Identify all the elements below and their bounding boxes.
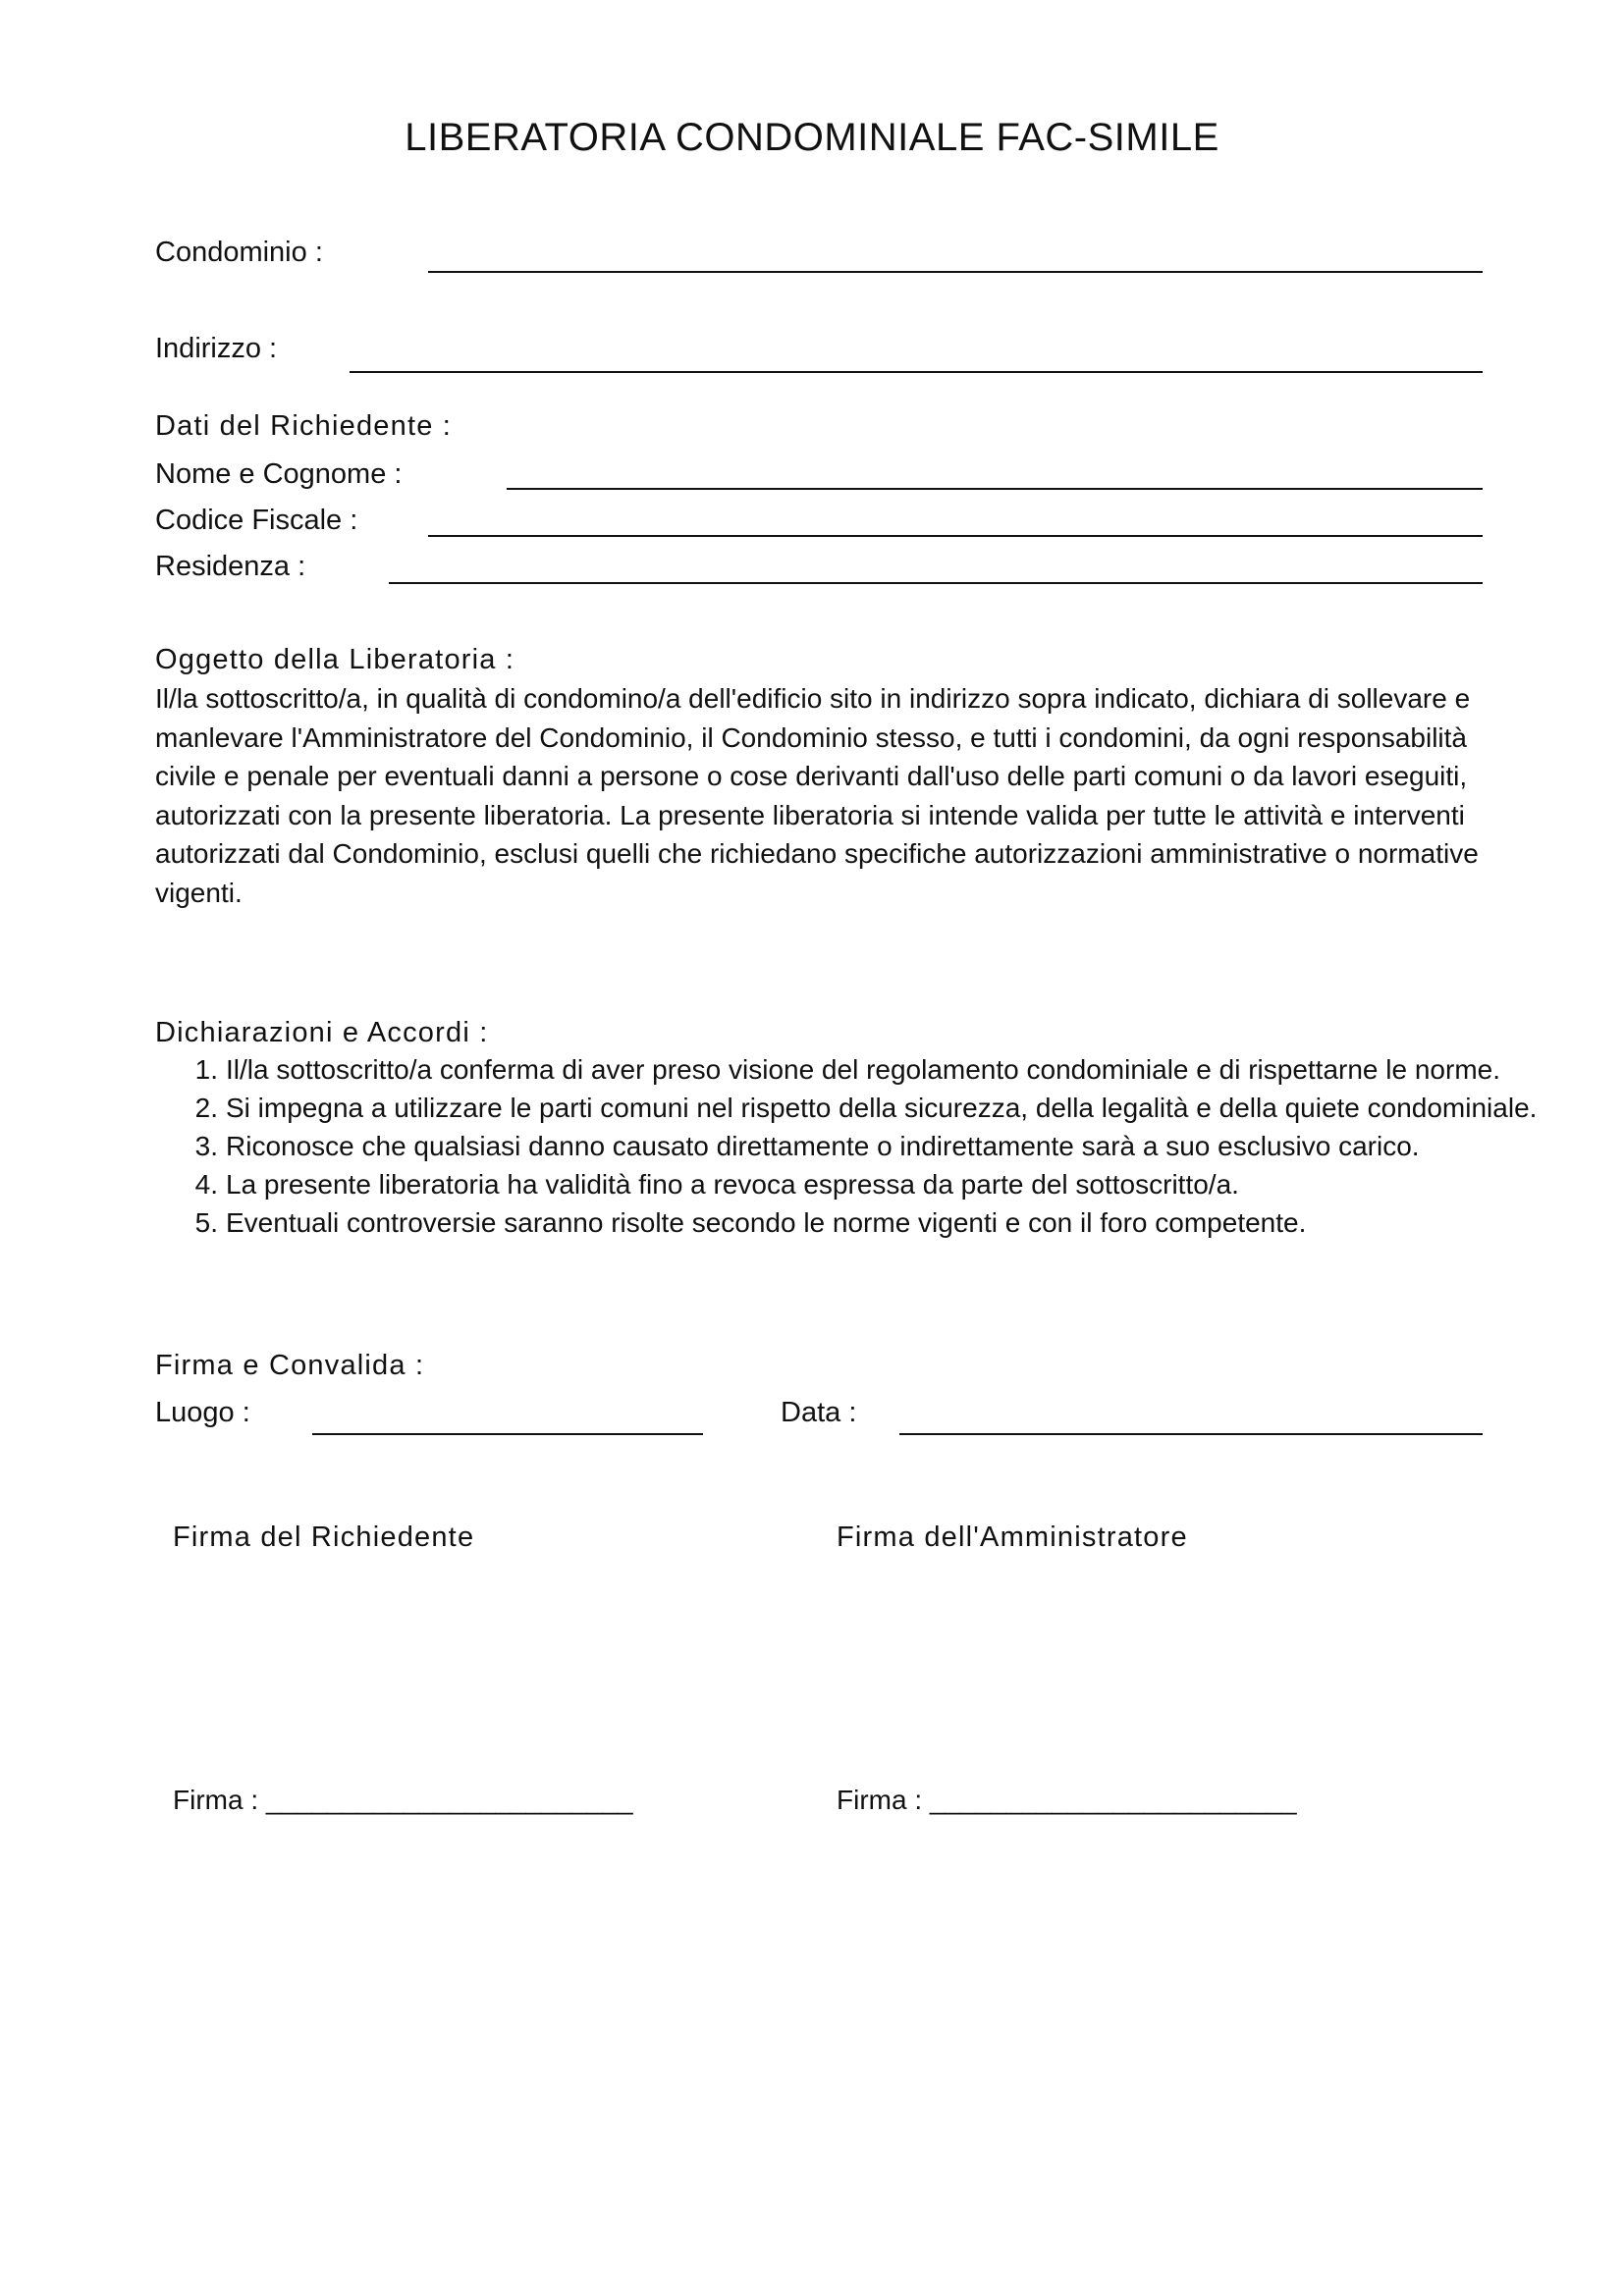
data-label: Data : — [781, 1397, 857, 1428]
indirizzo-field-line[interactable] — [350, 371, 1483, 373]
firma-convalida-heading: Firma e Convalida : — [155, 1350, 425, 1381]
list-item — [155, 1165, 1569, 1203]
dichiarazioni-list — [155, 1050, 1569, 1242]
firma-richiedente-field[interactable]: Firma : ________________________ — [173, 1785, 633, 1815]
dati-richiedente-heading: Dati del Richiedente : — [155, 410, 453, 442]
list-item-text: Eventuali controversie saranno risolte secondo le norme vigenti e con il foro competente. — [226, 1207, 1307, 1238]
firma-amministratore-heading: Firma dell'Amministratore — [837, 1522, 1188, 1553]
list-item-text: Il/la sottoscritto/a conferma di aver preso visione del regolamento condominiale e di rispettarne le norme. — [226, 1054, 1500, 1085]
list-item-text: Riconosce che qualsiasi danno causato direttamente o indirettamente sarà a suo esclusivo carico. — [226, 1131, 1420, 1161]
list-item-text: Si impegna a utilizzare le parti comuni nel rispetto della sicurezza, della legalità e della quiete condominiale. — [226, 1093, 1538, 1123]
nome-cognome-label: Nome e Cognome : — [155, 458, 403, 490]
data-field-line[interactable] — [899, 1433, 1483, 1435]
document-title: LIBERATORIA CONDOMINIALE FAC-SIMILE — [405, 116, 1219, 159]
nome-cognome-field-line[interactable] — [507, 488, 1483, 490]
condominio-field-line[interactable] — [428, 271, 1483, 273]
list-item — [155, 1127, 1569, 1165]
list-item-number: 5. — [194, 1207, 218, 1238]
indirizzo-label: Indirizzo : — [155, 333, 278, 364]
list-item-number: 2. — [194, 1093, 218, 1123]
dichiarazioni-heading: Dichiarazioni e Accordi : — [155, 1017, 489, 1048]
codice-fiscale-field-line[interactable] — [428, 535, 1483, 537]
list-item — [155, 1089, 1569, 1127]
codice-fiscale-label: Codice Fiscale : — [155, 505, 358, 536]
firma-richiedente-heading: Firma del Richiedente — [173, 1522, 475, 1553]
oggetto-heading: Oggetto della Liberatoria : — [155, 644, 515, 675]
residenza-label: Residenza : — [155, 551, 306, 582]
list-item-number: 3. — [194, 1131, 218, 1161]
luogo-label: Luogo : — [155, 1397, 250, 1428]
firma-amministratore-field[interactable]: Firma : ________________________ — [837, 1785, 1297, 1815]
oggetto-paragraph: Il/la sottoscritto/a, in qualità di condomino/a dell'edificio sito in indirizzo sopra indicato, dichiara di sollevare e manlevare l'Amministratore del Condominio, il Condominio stesso, e tutti i condomini, da ogni responsabilità civile e penale per eventuali danni a persone o cose derivanti dall'uso delle parti comuni o da lavori eseguiti, autorizzati con la presente liberatoria. La presente liberatoria si intende valida per tutte le attività e interventi autorizzati dal Condominio, esclusi quelli che richiedano specifiche autorizzazioni amministrative o normative vigenti. — [155, 683, 1479, 908]
list-item — [155, 1203, 1569, 1242]
residenza-field-line[interactable] — [389, 582, 1483, 584]
list-item-number: 4. — [194, 1169, 218, 1200]
list-item — [155, 1050, 1569, 1089]
luogo-field-line[interactable] — [312, 1433, 703, 1435]
condominio-label: Condominio : — [155, 237, 323, 268]
list-item-number: 1. — [194, 1054, 218, 1085]
list-item-text: La presente liberatoria ha validità fino a revoca espressa da parte del sottoscritto/a. — [226, 1169, 1239, 1200]
